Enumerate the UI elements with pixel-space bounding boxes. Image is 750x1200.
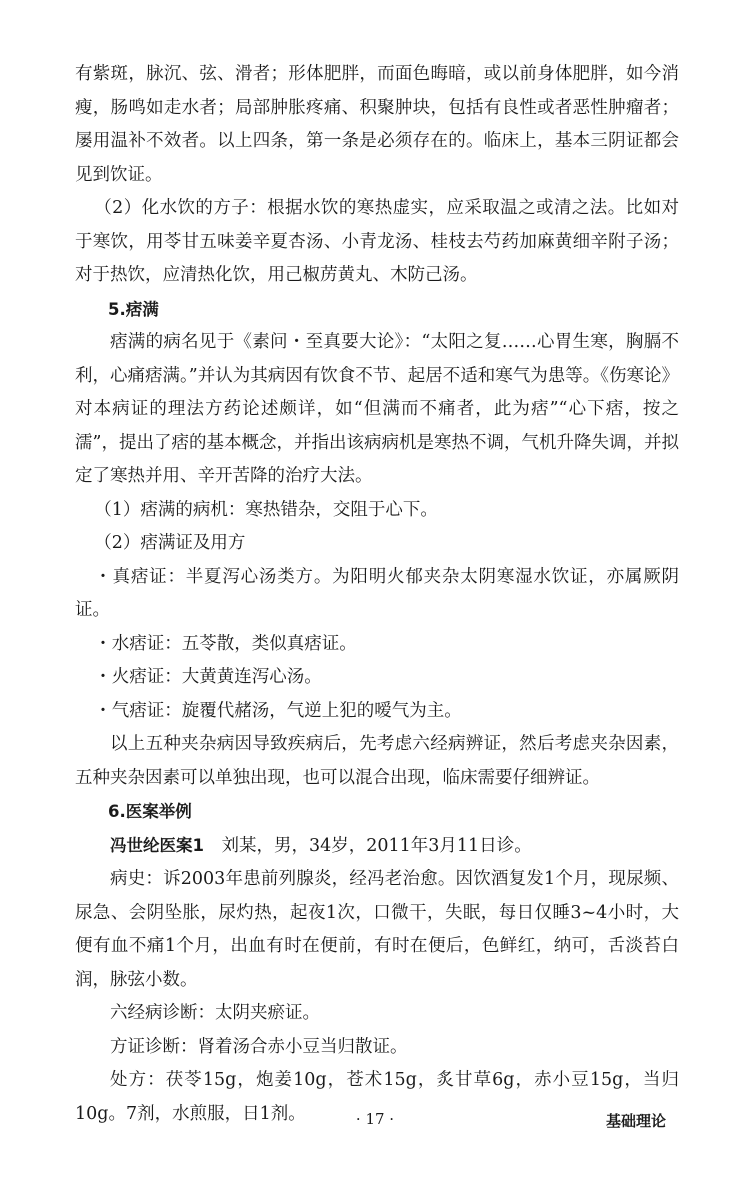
paragraph-pi-man-pathogenesis: （1）痞满的病机：寒热错杂，交阻于心下。 <box>94 499 438 520</box>
page-number: · 17 · <box>355 1110 395 1128</box>
running-footer-section: 基础理论 <box>605 1112 666 1130</box>
list-item-true-pi: ・真痞证：半夏泻心汤类方。为阳明火郁夹杂太阴寒湿水饮证，亦属厥阴证。 <box>75 566 679 620</box>
paragraph-pi-man-intro: 痞满的病名见于《素问・至真要大论》：“太阳之复……心胃生寒，胸膈不利，心痛痞满。”并认为其病因有饮食不节、起居不适和寒气为患等。《伤寒论》对本病证的理法方药论述颇详，如“但满而不痛者，此为痞”“心下痞，按之濡”，提出了痞的基本概念，并指出该病病机是寒热不调，气机升降失调，并拟定了寒热并用、辛开苦降的治疗大法。 <box>75 332 679 486</box>
case-patient-info: 刘某，男，34岁，2011年3月11日诊。 <box>203 835 532 856</box>
paragraph-water-retention-formulas: （2）化水饮的方子：根据水饮的寒热虚实，应采取温之或清之法。比如对于寒饮，用苓甘五味姜辛夏杏汤、小青龙汤、桂枝去芍药加麻黄细辛附子汤；对于热饮，应清热化饮，用己椒苈黄丸、木防己汤。 <box>75 198 679 285</box>
paragraph-formula-diagnosis: 方证诊断：肾着汤合赤小豆当归散证。 <box>110 1036 408 1057</box>
paragraph-six-channel-diagnosis: 六经病诊断：太阴夹瘀证。 <box>110 1003 320 1023</box>
case-header <box>75 829 679 864</box>
paragraph-medical-history: 病史：诉2003年患前列腺炎，经冯老治愈。因饮酒复发1个月，现尿频、尿急、会阴坠胀，尿灼热，起夜1次，口微干，失眠，每日仅睡3~4小时，大便有血不痛1个月，出血有时在便前，有时在便后，色鲜红，纳可，舌淡苔白润，脉弦小数。 <box>75 869 679 990</box>
paragraph-water-retention-signs: 有紫斑，脉沉、弦、滑者；形体肥胖，而面色晦暗，或以前身体肥胖，如今消瘦，肠鸣如走水者；局部肿胀疼痛、积聚肿块，包括有良性或者恶性肿瘤者；屡用温补不效者。以上四条，第一条是必须存在的。临床上，基本三阴证都会见到饮证。 <box>75 64 679 185</box>
page-body <box>75 58 679 1131</box>
section-heading-case-examples: 6.医案举例 <box>108 802 192 821</box>
section-heading-pi-man: 5.痞满 <box>108 299 159 319</box>
paragraph-summary: 以上五种夹杂病因导致疾病后，先考虑六经病辨证，然后考虑夹杂因素，五种夹杂因素可以单独出现，也可以混合出现，临床需要仔细辨证。 <box>75 734 679 788</box>
case-title: 冯世纶医案1 <box>110 835 204 855</box>
paragraph-prescription: 处方：茯苓15g，炮姜10g，苍术15g，炙甘草6g，赤小豆15g，当归10g。7剂，水煎服，日1剂。 <box>75 1070 679 1124</box>
paragraph-pi-man-syndromes: （2）痞满证及用方 <box>94 533 246 553</box>
list-item-water-pi: ・水痞证：五苓散，类似真痞证。 <box>94 633 357 654</box>
list-item-qi-pi: ・气痞证：旋覆代赭汤，气逆上犯的嗳气为主。 <box>94 700 462 721</box>
list-item-fire-pi: ・火痞证：大黄黄连泻心汤。 <box>94 667 322 687</box>
